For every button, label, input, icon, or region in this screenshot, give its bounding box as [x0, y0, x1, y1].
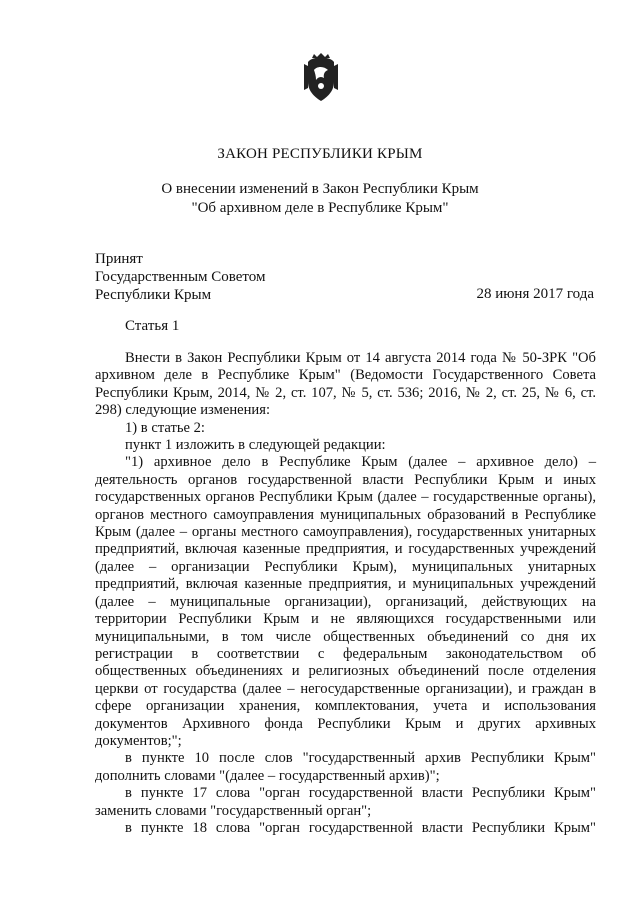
paragraph: в пункте 17 слова "орган государственной власти Республики Крым" заменить словами "государственный орган"; [95, 785, 596, 819]
adoption-date: 28 июня 2017 года [476, 286, 594, 302]
paragraph: в пункте 10 после слов "государственный архив Республики Крым" дополнить словами "(далее – государственный архив)"; [95, 750, 596, 784]
adoption-line-3: Республики Крым [95, 287, 212, 303]
adoption-line-2: Государственным Советом [95, 269, 266, 285]
article-heading: Статья 1 [125, 318, 180, 334]
subtitle-line-2: "Об архивном деле в Республике Крым" [191, 200, 449, 216]
adoption-block [95, 250, 266, 304]
article-body [95, 350, 596, 837]
adoption-line-1: Принят [95, 251, 143, 267]
subtitle-line-1: О внесении изменений в Закон Республики Крым [161, 181, 479, 197]
law-title: ЗАКОН РЕСПУБЛИКИ КРЫМ [217, 146, 423, 162]
paragraph: в пункте 18 слова "орган государственной власти Республики Крым" [125, 819, 596, 836]
paragraph: Внести в Закон Республики Крым от 14 августа 2014 года № 50-ЗРК "Об архивном деле в Республике Крым" (Ведомости Государственного Совета Республики Крым, 2014, № 2, ст. 107, № 5, ст. 536; 2016, № 2, ст. 25, № 6, ст. 298) следующие изменения: [95, 350, 596, 419]
paragraph: пункт 1 изложить в следующей редакции: [125, 437, 386, 454]
paragraph: "1) архивное дело в Республике Крым (далее – архивное дело) – деятельность органов государственной власти Республики Крым и иных государственных органов Республики Крым (далее – государственные органы), органов местного самоуправления муниципальных образований в Республике Крым (далее – органы местного самоуправления), государственных унитарных предприятий, включая казенные предприятия, и государственных учреждений (далее – организации Республики Крым), муниципальных унитарных предприятий, включая казенные предприятия, и муниципальных учреждений (далее – муниципальные организации), организаций, действующих на территории Республики Крым и не являющихся государственными или муниципальными, в том числе общественных объединений со дня их регистрации в соответствии с федеральным законодательством об общественных объединениях и религиозных объединений после отделения церкви от государства (далее – негосударственные организации), и граждан в сфере организации хранения, комплектования, учета и использования документов Архивного фонда Республики Крым и других архивных документов;"; [95, 454, 596, 749]
law-subtitle [0, 180, 640, 218]
crimea-coat-of-arms-icon [302, 52, 340, 104]
paragraph: 1) в статье 2: [125, 419, 205, 436]
